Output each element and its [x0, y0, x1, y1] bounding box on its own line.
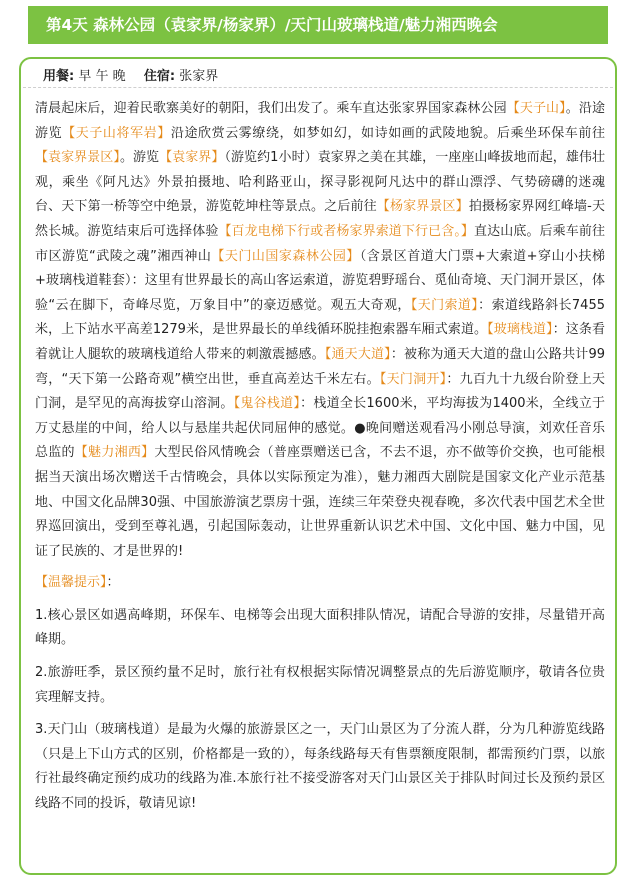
- highlighted-attraction: 【天门山国家森林公园】: [211, 248, 360, 264]
- tips-title: 【温馨提示】: [35, 575, 107, 591]
- day-title: 第4天 森林公园（袁家界/杨家界）/天门山玻璃栈道/魅力湘西晚会: [46, 16, 498, 34]
- itinerary-text: 直达山底。后乘车前往市区游览“武陵之魂”湘西神山: [35, 223, 605, 264]
- itinerary-paragraph: [35, 97, 605, 564]
- tips-title-suffix: ：: [106, 575, 120, 591]
- itinerary-body: [35, 97, 605, 817]
- tip-item-3: 3.天门山（玻璃栈道）是最为火爆的旅游景区之一，天门山景区为了分流人群，分为几种游览线路（只是上下山方式的区别，价格都是一致的），每条线路每天有售票额度限制，都需预约门票，以旅行社最终确定预约成功的线路为准.本旅行社不接受游客对天门山景区关于排队时间过长及预约景区线路不同的投诉，敬请见谅!: [35, 722, 605, 812]
- itinerary-text: ：索道线路斜长7455米，上下站水平高差1279米，是世界最长的单线循环脱挂抱索器车厢式索道。: [35, 297, 605, 338]
- meal-stay-line: [43, 65, 218, 84]
- itinerary-text: ：被称为通天大道的盘山公路共计99弯，“天下第一公路奇观”横空出世，垂直高差达千米左右。: [35, 346, 605, 387]
- highlighted-attraction: 【天门洞开】: [379, 371, 447, 387]
- highlighted-attraction: 【鬼谷栈道】: [233, 396, 301, 412]
- tip-item-2: 2.旅游旺季，景区预约量不足时，旅行社有权根据实际情况调整景点的先后游览顺序，敬请各位贵宾理解支持。: [35, 665, 605, 705]
- highlighted-attraction: 【魅力湘西】: [74, 445, 155, 461]
- meal-value: 早 午 晚: [78, 69, 126, 84]
- itinerary-text: 沿途欣赏云雾缭绕，如梦如幻，如诗如画的武陵地貌。后乘坐环保车前往: [170, 125, 605, 141]
- highlighted-attraction: 【天子山】: [506, 101, 566, 116]
- itinerary-text: ：栈道全长1600米，平均海拔为1400米，全线立于万丈悬崖的中间，给人以与悬崖共起伏同屈伸的感觉。●晚间赠送观看冯小刚总导演，刘欢任音乐总监的: [35, 396, 605, 461]
- highlighted-attraction: 【天子山将军岩】: [62, 125, 171, 141]
- highlighted-attraction: 【通天大道】: [324, 346, 391, 362]
- itinerary-card: [19, 57, 617, 875]
- highlighted-attraction: 【百龙电梯下行或者杨家界索道下行已含。】: [218, 223, 475, 239]
- highlighted-attraction: 【玻璃栈道】: [487, 322, 553, 338]
- itinerary-text: （游览约1小时）袁家界之美在其雄，一座座山峰拔地而起，雄伟壮观，乘坐《阿凡达》外景拍摄地、哈利路亚山，探寻影视阿凡达中的群山漂浮、气势磅礴的迷魂台、天下第一桥等空中绝景，游览乾坤柱等景点。之后前往: [35, 150, 605, 215]
- meal-label: 用餐:: [43, 69, 75, 84]
- stay-label: 住宿:: [143, 69, 176, 84]
- highlighted-attraction: 【杨家界景区】: [376, 199, 469, 215]
- itinerary-text: 。沿途游览: [35, 101, 605, 141]
- highlighted-attraction: 【袁家界景区】: [35, 150, 120, 166]
- divider: [23, 87, 613, 88]
- itinerary-text: 。游览: [119, 150, 160, 166]
- tip-item-1: 1.核心景区如遇高峰期，环保车、电梯等会出现大面积排队情况，请配合导游的安排，尽量错开高峰期。: [35, 607, 605, 648]
- itinerary-text: 大型民俗风情晚会（普座票赠送已含，不去不退，亦不做等价交换，也可能根据当天演出场次赠送千古情晚会，具体以实际预定为准），魅力湘西大剧院是国家文化产业示范基地、中国文化品牌30强、中国旅游演艺票房十强，连续三年荣登央视春晚，多次代表中国艺术全世界巡回演出，受到至尊礼遇，引起国际轰动，让世界重新认识艺术中国、文化中国、魅力中国，见证了民族的、才是世界的!: [35, 445, 605, 559]
- stay-value: 张家界: [179, 69, 219, 84]
- day-title-banner: [28, 6, 608, 44]
- itinerary-text: ：九百九十九级台阶登上天门洞，是罕见的高海拔穿山溶洞。: [35, 371, 605, 412]
- itinerary-text: ：这条看着就让人腿软的玻璃栈道给人带来的刺激震撼感。: [35, 322, 605, 362]
- tips-heading: [35, 571, 605, 596]
- highlighted-attraction: 【天门索道】: [410, 297, 479, 313]
- itinerary-text: 清晨起床后，迎着民歌寨美好的朝阳，我们出发了。乘车直达张家界国家森林公园: [35, 101, 507, 116]
- itinerary-text: （含景区首道大门票+大索道+穿山小扶梯+玻璃栈道鞋套）：这里有世界最长的高山客运索道，游览碧野瑶台、觅仙奇境、天门洞开景区，体验“云在脚下，奇峰尽览，万象目中”的豪迈感觉。观五大奇观，: [35, 248, 605, 313]
- itinerary-text: 拍摄杨家界网红峰墙-天然长城。游览结束后可选择体验: [35, 199, 605, 239]
- highlighted-attraction: 【袁家界】: [159, 150, 225, 166]
